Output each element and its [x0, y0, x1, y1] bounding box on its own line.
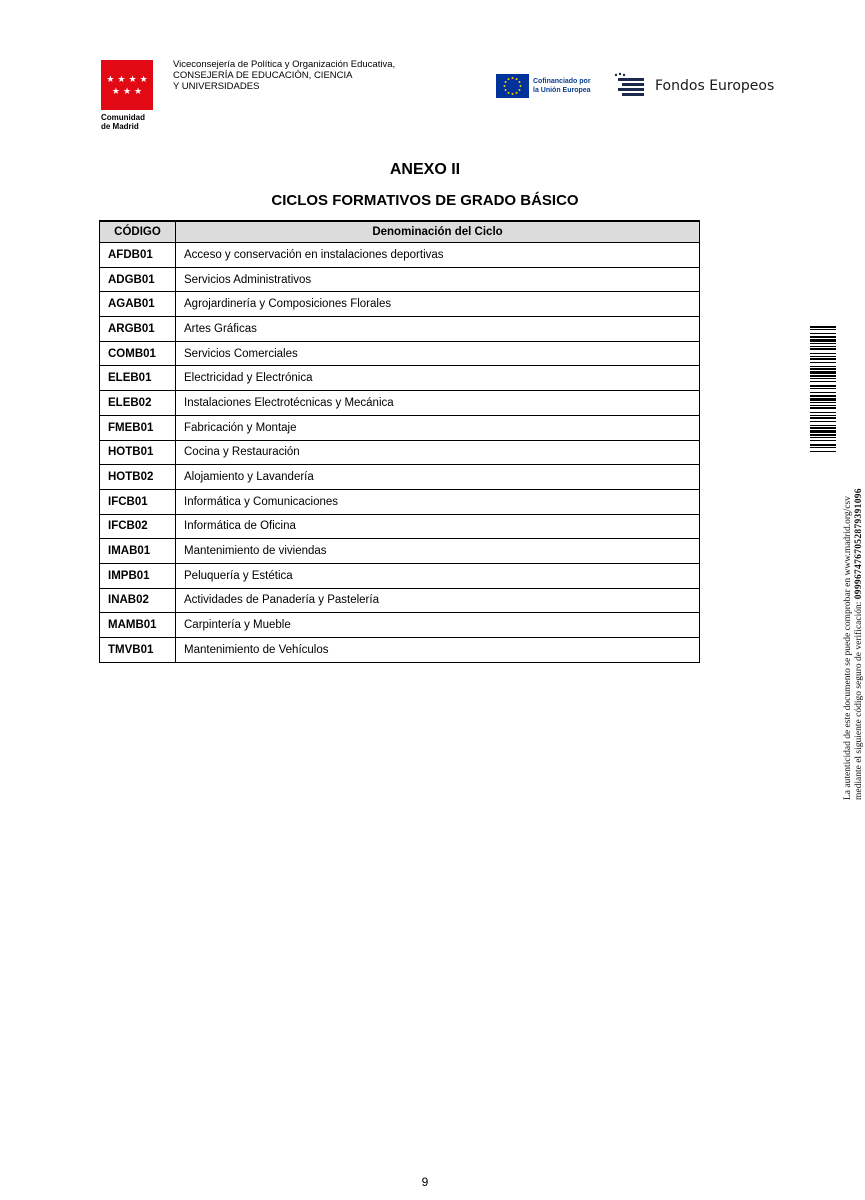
barcode-bar [810, 417, 836, 419]
cycle-code: HOTB02 [100, 465, 176, 490]
barcode-bar [810, 353, 836, 354]
star-icon: ★ [134, 85, 143, 96]
cycle-name: Agrojardinería y Composiciones Florales [176, 292, 700, 317]
table-row [100, 539, 700, 564]
table-row [100, 638, 700, 663]
eu-star-icon [516, 92, 518, 94]
barcode-bar [810, 427, 836, 429]
barcode-bar [810, 329, 836, 330]
cycle-name: Instalaciones Electrotécnicas y Mecánica [176, 391, 700, 416]
cycle-code: ELEB01 [100, 366, 176, 391]
cycle-code: IMAB01 [100, 539, 176, 564]
cycle-name: Servicios Administrativos [176, 267, 700, 292]
eu-star-icon [518, 81, 520, 83]
verification-barcode [810, 326, 836, 454]
cycle-name: Alojamiento y Lavandería [176, 465, 700, 490]
document-title: ANEXO II [389, 161, 461, 178]
barcode-bar [810, 395, 836, 397]
fondos-europeos-logo [612, 72, 774, 100]
barcode-bar [810, 356, 836, 357]
star-icon: ★ [139, 73, 148, 84]
eu-star-icon [512, 93, 514, 95]
barcode-bar [810, 388, 836, 389]
table-row [100, 489, 700, 514]
madrid-logo-line: Comunidad [101, 113, 145, 122]
cycle-code: IFCB02 [100, 514, 176, 539]
cycle-code: ARGB01 [100, 317, 176, 342]
table-row [100, 514, 700, 539]
cycle-name: Artes Gráficas [176, 317, 700, 342]
madrid-logo-line: de Madrid [101, 122, 139, 131]
barcode-bar [810, 375, 836, 377]
cycle-code: TMVB01 [100, 638, 176, 663]
cycle-name: Servicios Comerciales [176, 341, 700, 366]
star-icon: ★ [106, 73, 115, 84]
column-header-name: Denominación del Ciclo [176, 221, 700, 243]
eu-star-icon [512, 77, 514, 79]
eu-star-icon [516, 78, 518, 80]
table-row [100, 292, 700, 317]
stars-row-bottom [112, 87, 142, 96]
barcode-bar [810, 444, 836, 446]
barcode-bar [810, 336, 836, 338]
star-icon: ★ [122, 85, 132, 96]
star-icon: ★ [128, 73, 137, 84]
cycle-name: Mantenimiento de Vehículos [176, 638, 700, 663]
barcode-bar [810, 430, 836, 433]
barcode-bar [810, 339, 836, 342]
department-heading [173, 59, 395, 92]
table-row [100, 243, 700, 268]
comunidad-de-madrid-logo [101, 60, 153, 131]
cycle-name: Cocina y Restauración [176, 440, 700, 465]
barcode-bar [810, 440, 836, 441]
star-icon: ★ [117, 73, 126, 84]
madrid-flag [101, 60, 153, 110]
barcode-bar [810, 371, 836, 374]
eu-star-icon [508, 92, 510, 94]
table-row [100, 391, 700, 416]
barcode-bar [810, 385, 836, 387]
barcode-bar [810, 415, 836, 416]
eu-logo-text [533, 77, 591, 95]
cycle-name: Acceso y conservación en instalaciones deportivas [176, 243, 700, 268]
table-row [100, 465, 700, 490]
eu-cofinanced-logo [496, 74, 591, 98]
cycle-code: ADGB01 [100, 267, 176, 292]
barcode-bar [810, 333, 836, 334]
barcode-bar [810, 398, 836, 401]
document-subtitle: CICLOS FORMATIVOS DE GRADO BÁSICO [271, 192, 579, 209]
barcode-bar [810, 407, 836, 409]
barcode-bar [810, 378, 836, 379]
table-row [100, 415, 700, 440]
barcode-bar [810, 421, 836, 422]
barcode-bar [810, 343, 836, 344]
madrid-logo-text [101, 113, 153, 131]
table-row [100, 440, 700, 465]
cycle-name: Carpintería y Mueble [176, 613, 700, 638]
barcode-bar [810, 326, 836, 328]
ciclos-table [99, 220, 700, 663]
barcode-bar [810, 366, 836, 367]
table-row [100, 366, 700, 391]
barcode-bar [810, 434, 836, 436]
cycle-name: Informática de Oficina [176, 514, 700, 539]
table-row [100, 317, 700, 342]
cycle-name: Electricidad y Electrónica [176, 366, 700, 391]
verification-text [843, 440, 865, 800]
fondos-europeos-label: Fondos Europeos [655, 78, 775, 94]
cycle-name: Fabricación y Montaje [176, 415, 700, 440]
barcode-bar [810, 405, 836, 406]
cycle-code: MAMB01 [100, 613, 176, 638]
barcode-bar [810, 392, 836, 393]
verification-label: mediante el siguiente código seguro de verificación: [854, 601, 864, 800]
eu-logo-line: la Unión Europea [533, 87, 591, 94]
cycle-code: AFDB01 [100, 243, 176, 268]
cycle-code: ELEB02 [100, 391, 176, 416]
table-row [100, 588, 700, 613]
cycle-code: COMB01 [100, 341, 176, 366]
barcode-bar [810, 451, 836, 452]
cycle-code: IFCB01 [100, 489, 176, 514]
barcode-bar [810, 425, 836, 426]
cycle-code: AGAB01 [100, 292, 176, 317]
table-row [100, 563, 700, 588]
eu-star-icon [505, 89, 507, 91]
barcode-bar [810, 412, 836, 413]
cycle-name: Informática y Comunicaciones [176, 489, 700, 514]
verification-line: La autenticidad de este documento se puede comprobar en www.madrid.org/csv [843, 496, 853, 800]
column-header-code: CÓDIGO [100, 221, 176, 243]
table-row [100, 267, 700, 292]
verification-line-code [854, 440, 865, 800]
barcode-bar [810, 346, 836, 347]
department-line: Y UNIVERSIDADES [173, 81, 260, 92]
table-header-row [100, 221, 700, 243]
cycle-code: IMPB01 [100, 563, 176, 588]
cycle-code: HOTB01 [100, 440, 176, 465]
eu-logo-line: Cofinanciado por [533, 78, 591, 85]
table-row [100, 341, 700, 366]
eu-star-icon [508, 78, 510, 80]
cycle-code: INAB02 [100, 588, 176, 613]
eu-star-icon [520, 85, 522, 87]
eu-star-icon [504, 85, 506, 87]
barcode-bar [810, 358, 836, 360]
barcode-bar [810, 348, 836, 350]
stars-row-top [106, 75, 147, 84]
barcode-bar [810, 447, 836, 448]
barcode-bar [810, 362, 836, 363]
cycle-name: Peluquería y Estética [176, 563, 700, 588]
fondos-europeos-mark-icon [612, 72, 650, 100]
eu-star-icon [518, 89, 520, 91]
department-line: Viceconsejería de Política y Organización Educativa, [173, 59, 396, 70]
barcode-bar [810, 402, 836, 403]
csv-code: 0999674767052879391096 [854, 488, 864, 600]
eu-flag-icon [496, 74, 529, 98]
star-icon: ★ [111, 85, 120, 96]
page-number: 9 [421, 1175, 429, 1189]
cycle-code: FMEB01 [100, 415, 176, 440]
cycle-name: Mantenimiento de viviendas [176, 539, 700, 564]
eu-star-icon [505, 81, 507, 83]
table-row [100, 613, 700, 638]
barcode-bar [810, 437, 836, 438]
barcode-bar [810, 381, 836, 382]
barcode-bar [810, 368, 836, 370]
cycle-name: Actividades de Panadería y Pastelería [176, 588, 700, 613]
department-line: CONSEJERÍA DE EDUCACIÓN, CIENCIA [173, 70, 353, 81]
